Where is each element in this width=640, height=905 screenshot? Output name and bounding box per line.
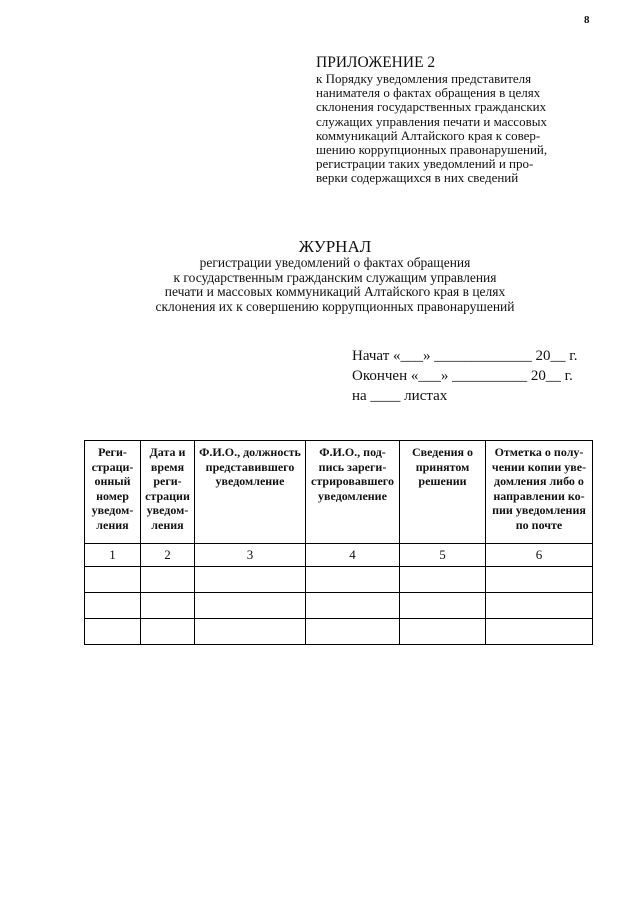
appendix-block (316, 54, 590, 186)
column-number: 4 (306, 544, 400, 567)
column-header: Дата и время реги- страции уведом- ления (141, 441, 195, 544)
column-header: Сведения о принятом решении (400, 441, 486, 544)
finished-date: Окончен «___» __________ 20__ г. (352, 368, 573, 384)
table-cell (306, 567, 400, 593)
page-number: 8 (584, 14, 590, 26)
column-header: Ф.И.О., под- пись зареги- стрировавшего уведомление (306, 441, 400, 544)
table-cell (486, 593, 593, 619)
table-cell (85, 567, 141, 593)
table-cell (306, 593, 400, 619)
registration-table (84, 440, 593, 645)
journal-subtitle-line: к государственным гражданским служащим управления (173, 269, 497, 285)
appendix-line: к Порядку уведомления представителя (316, 71, 532, 86)
appendix-text (316, 72, 590, 186)
table-cell (141, 567, 195, 593)
table-cell (141, 593, 195, 619)
table-cell (195, 593, 306, 619)
journal-subtitle-line: печати и массовых коммуникаций Алтайского края в целях (164, 284, 506, 299)
journal-heading (0, 238, 640, 314)
journal-subtitle-line: склонения их к совершению коррупционных правонарушений (155, 298, 515, 314)
appendix-line: коммуникаций Алтайского края к совер- (316, 127, 541, 143)
table-cell (400, 619, 486, 645)
column-number: 3 (195, 544, 306, 567)
column-header: Отметка о полу- чении копии уве- домления либо о направлении ко- пии уведомления по почте (486, 441, 593, 544)
table-cell (400, 567, 486, 593)
column-number: 2 (141, 544, 195, 567)
table-header-row (85, 441, 593, 544)
journal-subtitle-line: регистрации уведомлений о фактах обращения (199, 255, 471, 270)
appendix-line: шению коррупционных правонарушений, (316, 142, 548, 158)
table-row (85, 619, 593, 645)
appendix-line: служащих управления печати и массовых (316, 113, 547, 129)
journal-title: ЖУРНАЛ (298, 237, 372, 256)
column-number: 1 (85, 544, 141, 567)
table-cell (486, 619, 593, 645)
table-cell (400, 593, 486, 619)
table-cell (486, 567, 593, 593)
appendix-line: нанимателя о фактах обращения в целях (316, 85, 541, 101)
table-cell (141, 619, 195, 645)
started-date: Начат «___» _____________ 20__ г. (352, 348, 578, 364)
appendix-title: ПРИЛОЖЕНИЕ 2 (316, 54, 436, 71)
table-row (85, 593, 593, 619)
table-cell (85, 593, 141, 619)
journal-dates (352, 346, 602, 406)
appendix-line: регистрации таких уведомлений и про- (316, 156, 534, 172)
appendix-line: верки содержащихся в них сведений (316, 170, 519, 186)
sheets-count: на ____ листах (352, 388, 448, 404)
column-number-row (85, 544, 593, 567)
table-row (85, 567, 593, 593)
table-cell (195, 567, 306, 593)
column-header: Реги- страци- онный номер уведом- ления (85, 441, 141, 544)
column-number: 5 (400, 544, 486, 567)
appendix-line: склонения государственных гражданских (316, 99, 547, 115)
column-number: 6 (486, 544, 593, 567)
table-cell (306, 619, 400, 645)
table-cell (85, 619, 141, 645)
table-cell (195, 619, 306, 645)
column-header: Ф.И.О., должность представившего уведомление (195, 441, 306, 544)
